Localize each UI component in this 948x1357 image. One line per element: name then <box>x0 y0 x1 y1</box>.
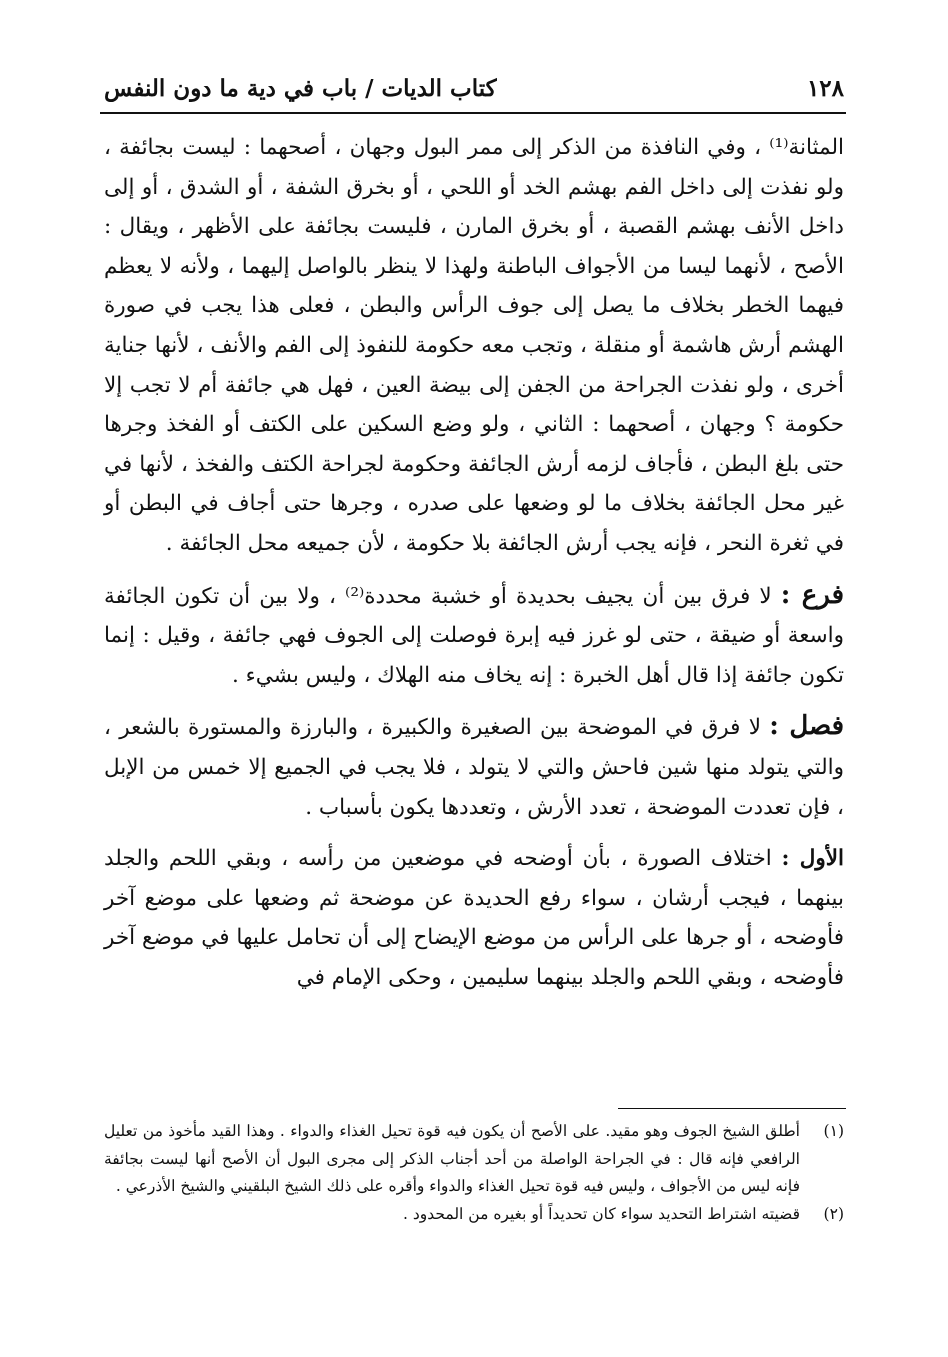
footnote-rule <box>618 1108 846 1109</box>
running-head <box>104 66 844 110</box>
main-text <box>104 128 844 997</box>
footnote-2-number: (٢) <box>823 1204 844 1223</box>
paragraph-awwal <box>104 839 844 997</box>
footnote-1 <box>104 1118 844 1201</box>
paragraph-1: المثانة⁽¹⁾ ، وفي النافذة من الذكر إلى ممر البول وجهان ، أصحهما : ليست بجائفة ، ولو نفذت إلى داخل الفم بهشم الخد أو اللحي ، أو بخرق الشفة ، أو الشدق ، أو إلى داخل الأنف بهشم القصبة ، أو بخرق المارن ، فليست بجائفة على الأظهر ، ويقال : الأصح ، لأنهما ليسا من الأجواف الباطنة ولهذا لا ينظر بالواصل إليهما ، ولأنه لا يعظم فيهما الخطر بخلاف ما يصل إلى جوف الرأس والبطن ، فعلى هذا يجب في صورة الهشم أرش هاشمة أو منقلة ، وتجب معه حكومة للنفوذ إلى الفم والأنف ، لأنها جناية أخرى ، ولو نفذت الجراحة من الجفن إلى بيضة العين ، فهل هي جائفة أم لا تجب إلا حكومة ؟ وجهان ، أصحهما : الثاني ، ولو وضع السكين على الكتف أو الفخذ وجرها حتى بلغ البطن ، فأجاف لزمه أرش الجائفة وحكومة لجراحة الكتف والفخذ ، لأنها في غير محل الجائفة بخلاف ما لو وضعها على صدره ، وجرها حتى أجاف في البطن أو في ثغرة النحر ، فإنه يجب أرش الجائفة بلا حكومة ، لأن جميعه محل الجائفة . <box>104 135 844 556</box>
running-title: كتاب الديات / باب في دية ما دون النفس <box>104 74 497 102</box>
paragraph-far <box>104 576 844 696</box>
footnotes <box>104 1118 844 1228</box>
page-number: ١٢٨ <box>806 74 844 102</box>
section-lead-fasl: فصل : <box>769 711 845 742</box>
paragraph-fasl <box>104 707 844 827</box>
section-lead-far: فرع : <box>780 579 844 610</box>
footnote-2-text: قضيته اشتراط التحديد سواء كان تحديداً أو بغيره من المحدود . <box>402 1204 800 1223</box>
footnote-1-number: (١) <box>823 1122 844 1140</box>
section-lead-awwal: الأول : <box>781 846 844 872</box>
footnote-2 <box>104 1201 844 1229</box>
paragraph-fasl-text: لا فرق في الموضحة بين الصغيرة والكبيرة ، والبارزة والمستورة بالشعر ، والتي يتولد منها شين فاحش والتي لا يتولد ، فلا يجب في الجميع إلا خمس من الإبل ، فإن تعددت الموضحة ، تعدد الأرش ، وتعددها يكون بأسباب . <box>104 715 844 820</box>
header-rule <box>100 112 846 114</box>
paragraph-awwal-text: اختلاف الصورة ، بأن أوضحه في موضعين من رأسه ، وبقي اللحم والجلد بينهما ، فيجب أرشان ، سواء رفع الحديدة عن موضحة ثم وضعها على موضع آخر فأوضحه ، أو جرها على الرأس من موضع الإيضاح إلى أن تحامل عليها في موضع آخر فأوضحه ، وبقي اللحم والجلد بينهما سليمين ، وحكى الإمام في <box>104 846 844 990</box>
footnote-1-text: أطلق الشيخ الجوف وهو مقيد. على الأصح أن يكون فيه قوة تحيل الغذاء والدواء . وهذا القيد مأخوذ من تعليل الرافعي فإنه قال : في الجراحة الواصلة من أحد أجناب الذكر إلى مجرى البول أن الأصح أنها ليست بجائفة فإنه ليس من الأجواف ، وليس فيه قوة تحيل الغذاء والدواء وأقره على ذلك الشيخ البلقيني والشيخ الأذرعي . <box>104 1122 800 1195</box>
paragraph-far-text: لا فرق بين أن يجيف بحديدة أو خشبة محددة⁽²⁾ ، ولا بين أن تكون الجائفة واسعة أو ضيقة ، حتى لو غرز فيه إبرة فوصلت إلى الجوف فهي جائفة ، وقيل : إنما تكون جائفة إذا قال أهل الخبرة : إنه يخاف منه الهلاك ، وليس بشيء . <box>104 583 844 688</box>
